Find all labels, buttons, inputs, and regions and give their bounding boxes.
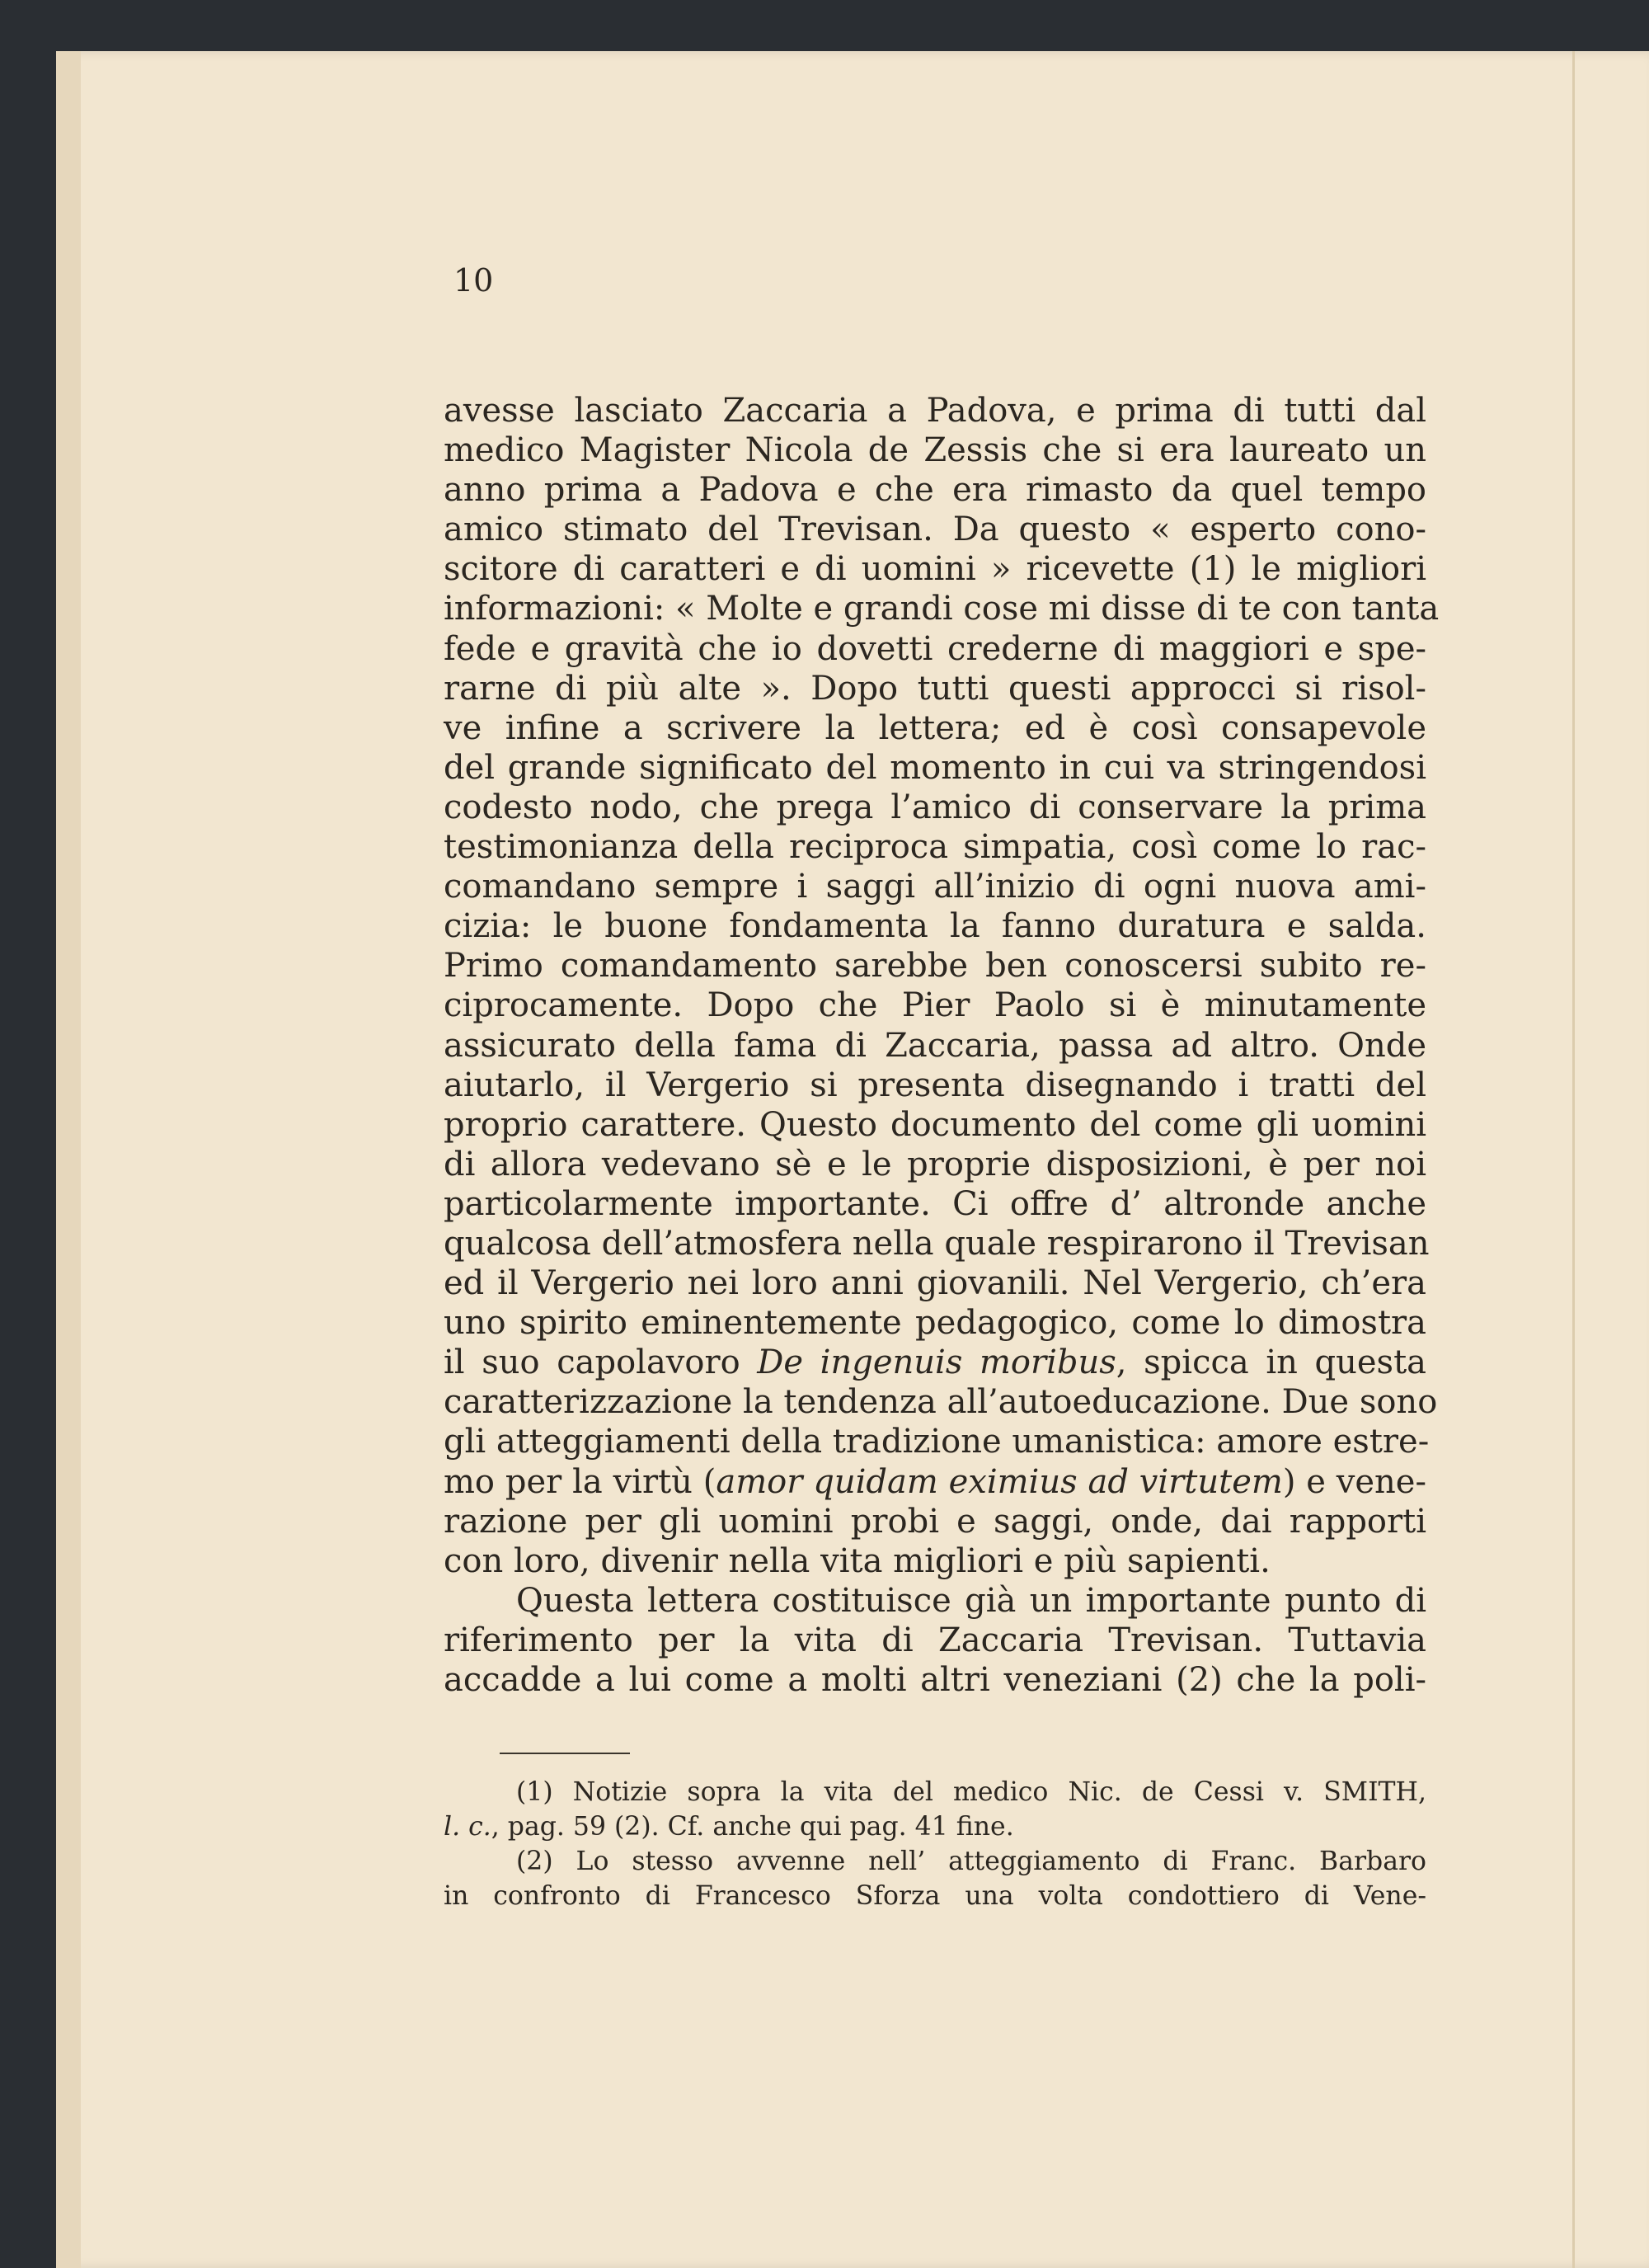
book-page: [56, 51, 1649, 2268]
text-line: Primo comandamento sarebbe ben conoscersi subito re-: [444, 947, 1426, 986]
text-fragment: mo per la virtù (: [444, 1462, 716, 1501]
text-line: assicurato della fama di Zaccaria, passa ad altro. Onde: [444, 1026, 1426, 1065]
text-line: codesto nodo, che prega l’amico di conservare la prima: [444, 788, 1426, 826]
footnote-1-line: [444, 1809, 1426, 1844]
text-line: di allora vedevano sè e le proprie disposizioni, è per noi: [444, 1145, 1426, 1183]
paragraph-start-line: Questa lettera costituisce già un importante punto di: [516, 1581, 1426, 1620]
page-number: 10: [453, 262, 494, 299]
text-line: fede e gravità che io dovetti crederne di maggiori e spe-: [444, 629, 1426, 668]
page-edge: [56, 51, 81, 2268]
text-line: amico stimato del Trevisan. Da questo « esperto cono-: [444, 511, 1426, 549]
text-line: particolarmente importante. Ci offre d’ altronde anche: [444, 1184, 1426, 1223]
text-line: caratterizzazione la tendenza all’autoeducazione. Due sono: [444, 1383, 1438, 1422]
text-line: uno spirito eminentemente pedagogico, come lo dimostra: [444, 1304, 1426, 1343]
footnote-2-line: in confronto di Francesco Sforza una volta condottiero di Vene-: [444, 1881, 1426, 1911]
text-line: gli atteggiamenti della tradizione umanistica: amore estre-: [444, 1423, 1430, 1461]
text-line: testimonianza della reciproca simpatia, così come lo rac-: [444, 828, 1426, 867]
text-line: anno prima a Padova e che era rimasto da quel tempo: [444, 471, 1426, 510]
book-title-italic: De ingenuis moribus: [757, 1343, 1116, 1382]
text-line: razione per gli uomini probi e saggi, onde, dai rapporti: [444, 1502, 1426, 1541]
footnote-1-line: (1) Notizie sopra la vita del medico Nic. de Cessi v. SMITH,: [516, 1777, 1426, 1807]
text-fragment: il suo capolavoro: [444, 1343, 758, 1382]
text-fragment: ) e vene-: [1282, 1462, 1426, 1501]
text-line: avesse lasciato Zaccaria a Padova, e prima di tutti dal: [444, 392, 1426, 430]
text-fragment: , spicca in questa: [1116, 1343, 1427, 1382]
text-line: accadde a lui come a molti altri veneziani (2) che la poli-: [444, 1661, 1426, 1699]
text-line: scitore di caratteri e di uomini » ricevette (1) le migliori: [444, 550, 1426, 589]
latin-quote-italic: amor quidam eximius ad virtutem: [716, 1462, 1283, 1501]
footnote-italic: l. c.: [444, 1812, 491, 1842]
text-line: del grande significato del momento in cui va stringendosi: [444, 748, 1426, 787]
text-line: qualcosa dell’atmosfera nella quale respirarono il Trevisan: [444, 1224, 1430, 1263]
text-line: [444, 1343, 1426, 1382]
text-line: con loro, divenir nella vita migliori e più sapienti.: [444, 1541, 1271, 1580]
footnote-divider: [500, 1753, 630, 1754]
text-line: riferimento per la vita di Zaccaria Trevisan. Tuttavia: [444, 1621, 1426, 1659]
text-line: [444, 1462, 1426, 1502]
footnote-2-line: (2) Lo stesso avvenne nell’ atteggiamento di Franc. Barbaro: [516, 1847, 1426, 1876]
text-line: rarne di più alte ». Dopo tutti questi approcci si risol-: [444, 669, 1426, 708]
text-line: comandano sempre i saggi all’inizio di ogni nuova ami-: [444, 868, 1426, 906]
text-line: ed il Vergerio nei loro anni giovanili. Nel Vergerio, ch’era: [444, 1264, 1426, 1303]
text-line: medico Magister Nicola de Zessis che si era laureato un: [444, 431, 1426, 470]
footnotes: [444, 1775, 1426, 1913]
text-line: cizia: le buone fondamenta la fanno duratura e salda.: [444, 907, 1426, 946]
text-line: aiutarlo, il Vergerio si presenta disegnando i tratti del: [444, 1066, 1426, 1104]
text-line: proprio carattere. Questo documento del come gli uomini: [444, 1105, 1426, 1144]
text-line: informazioni: « Molte e grandi cose mi disse di te con tanta: [444, 590, 1440, 628]
main-text: [444, 391, 1440, 1700]
text-line: ve infine a scrivere la lettera; ed è così consapevole: [444, 708, 1426, 747]
text-fragment: , pag. 59 (2). Cf. anche qui pag. 41 fine.: [491, 1812, 1014, 1842]
text-line: ciprocamente. Dopo che Pier Paolo si è minutamente: [444, 986, 1426, 1025]
page-fold-line: [1572, 51, 1575, 2268]
